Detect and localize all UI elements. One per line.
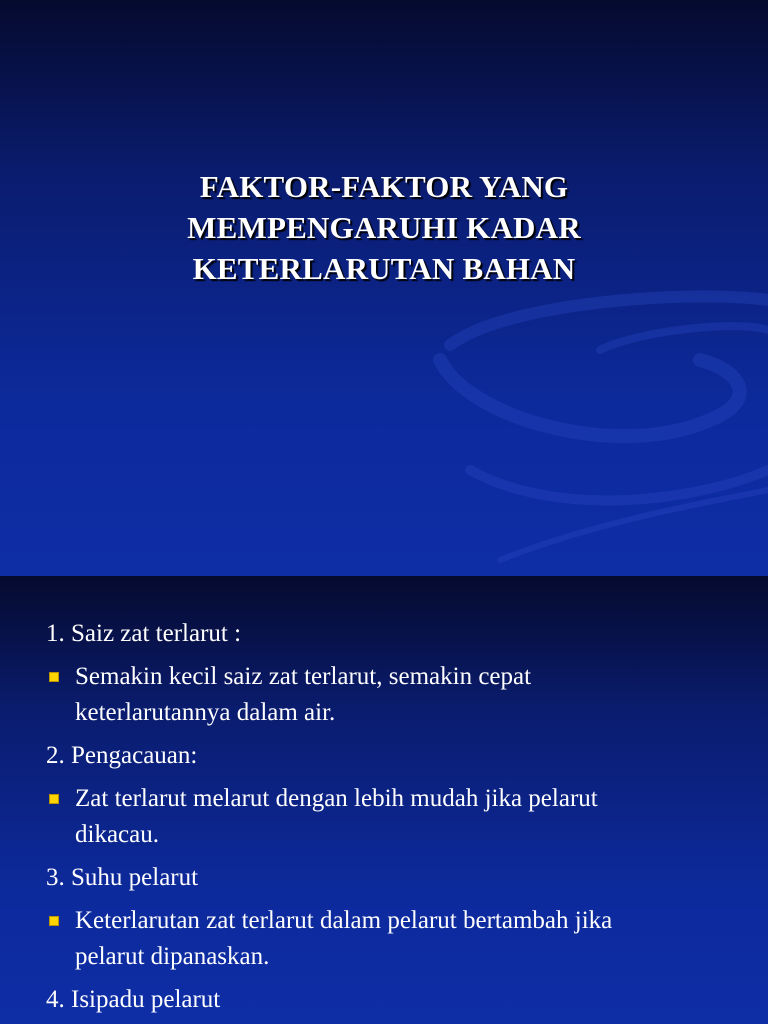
bullet-line: Zat terlarut melarut dengan lebih mudah jika pelarut <box>75 785 598 812</box>
factor-heading-2: 2. Pengacauan: <box>46 742 198 769</box>
factor-bullet-1 <box>46 659 746 731</box>
title-line-3: KETERLARUTAN BAHAN <box>192 251 576 286</box>
factor-heading-1: 1. Saiz zat terlarut : <box>46 620 242 647</box>
factor-list <box>46 616 746 1024</box>
title-line-1: FAKTOR-FAKTOR YANG <box>199 169 569 204</box>
title-line-2: MEMPENGARUHI KADAR <box>187 210 581 245</box>
square-bullet-icon <box>49 794 59 804</box>
bullet-line: keterlarutannya dalam air. <box>75 699 336 726</box>
content-slide <box>0 576 768 1024</box>
bullet-line: pelarut dipanaskan. <box>75 943 270 970</box>
slide-title <box>0 166 768 289</box>
factor-bullet-3 <box>46 903 746 975</box>
square-bullet-icon <box>49 916 59 926</box>
square-bullet-icon <box>49 672 59 682</box>
bullet-line: Semakin kecil saiz zat terlarut, semakin cepat <box>75 663 532 690</box>
bullet-line: dikacau. <box>75 821 159 848</box>
factor-heading-4: 4. Isipadu pelarut <box>46 986 221 1013</box>
factor-heading-3: 3. Suhu pelarut <box>46 864 199 891</box>
factor-bullet-2 <box>46 781 746 853</box>
bullet-line: Keterlarutan zat terlarut dalam pelarut bertambah jika <box>75 907 613 934</box>
